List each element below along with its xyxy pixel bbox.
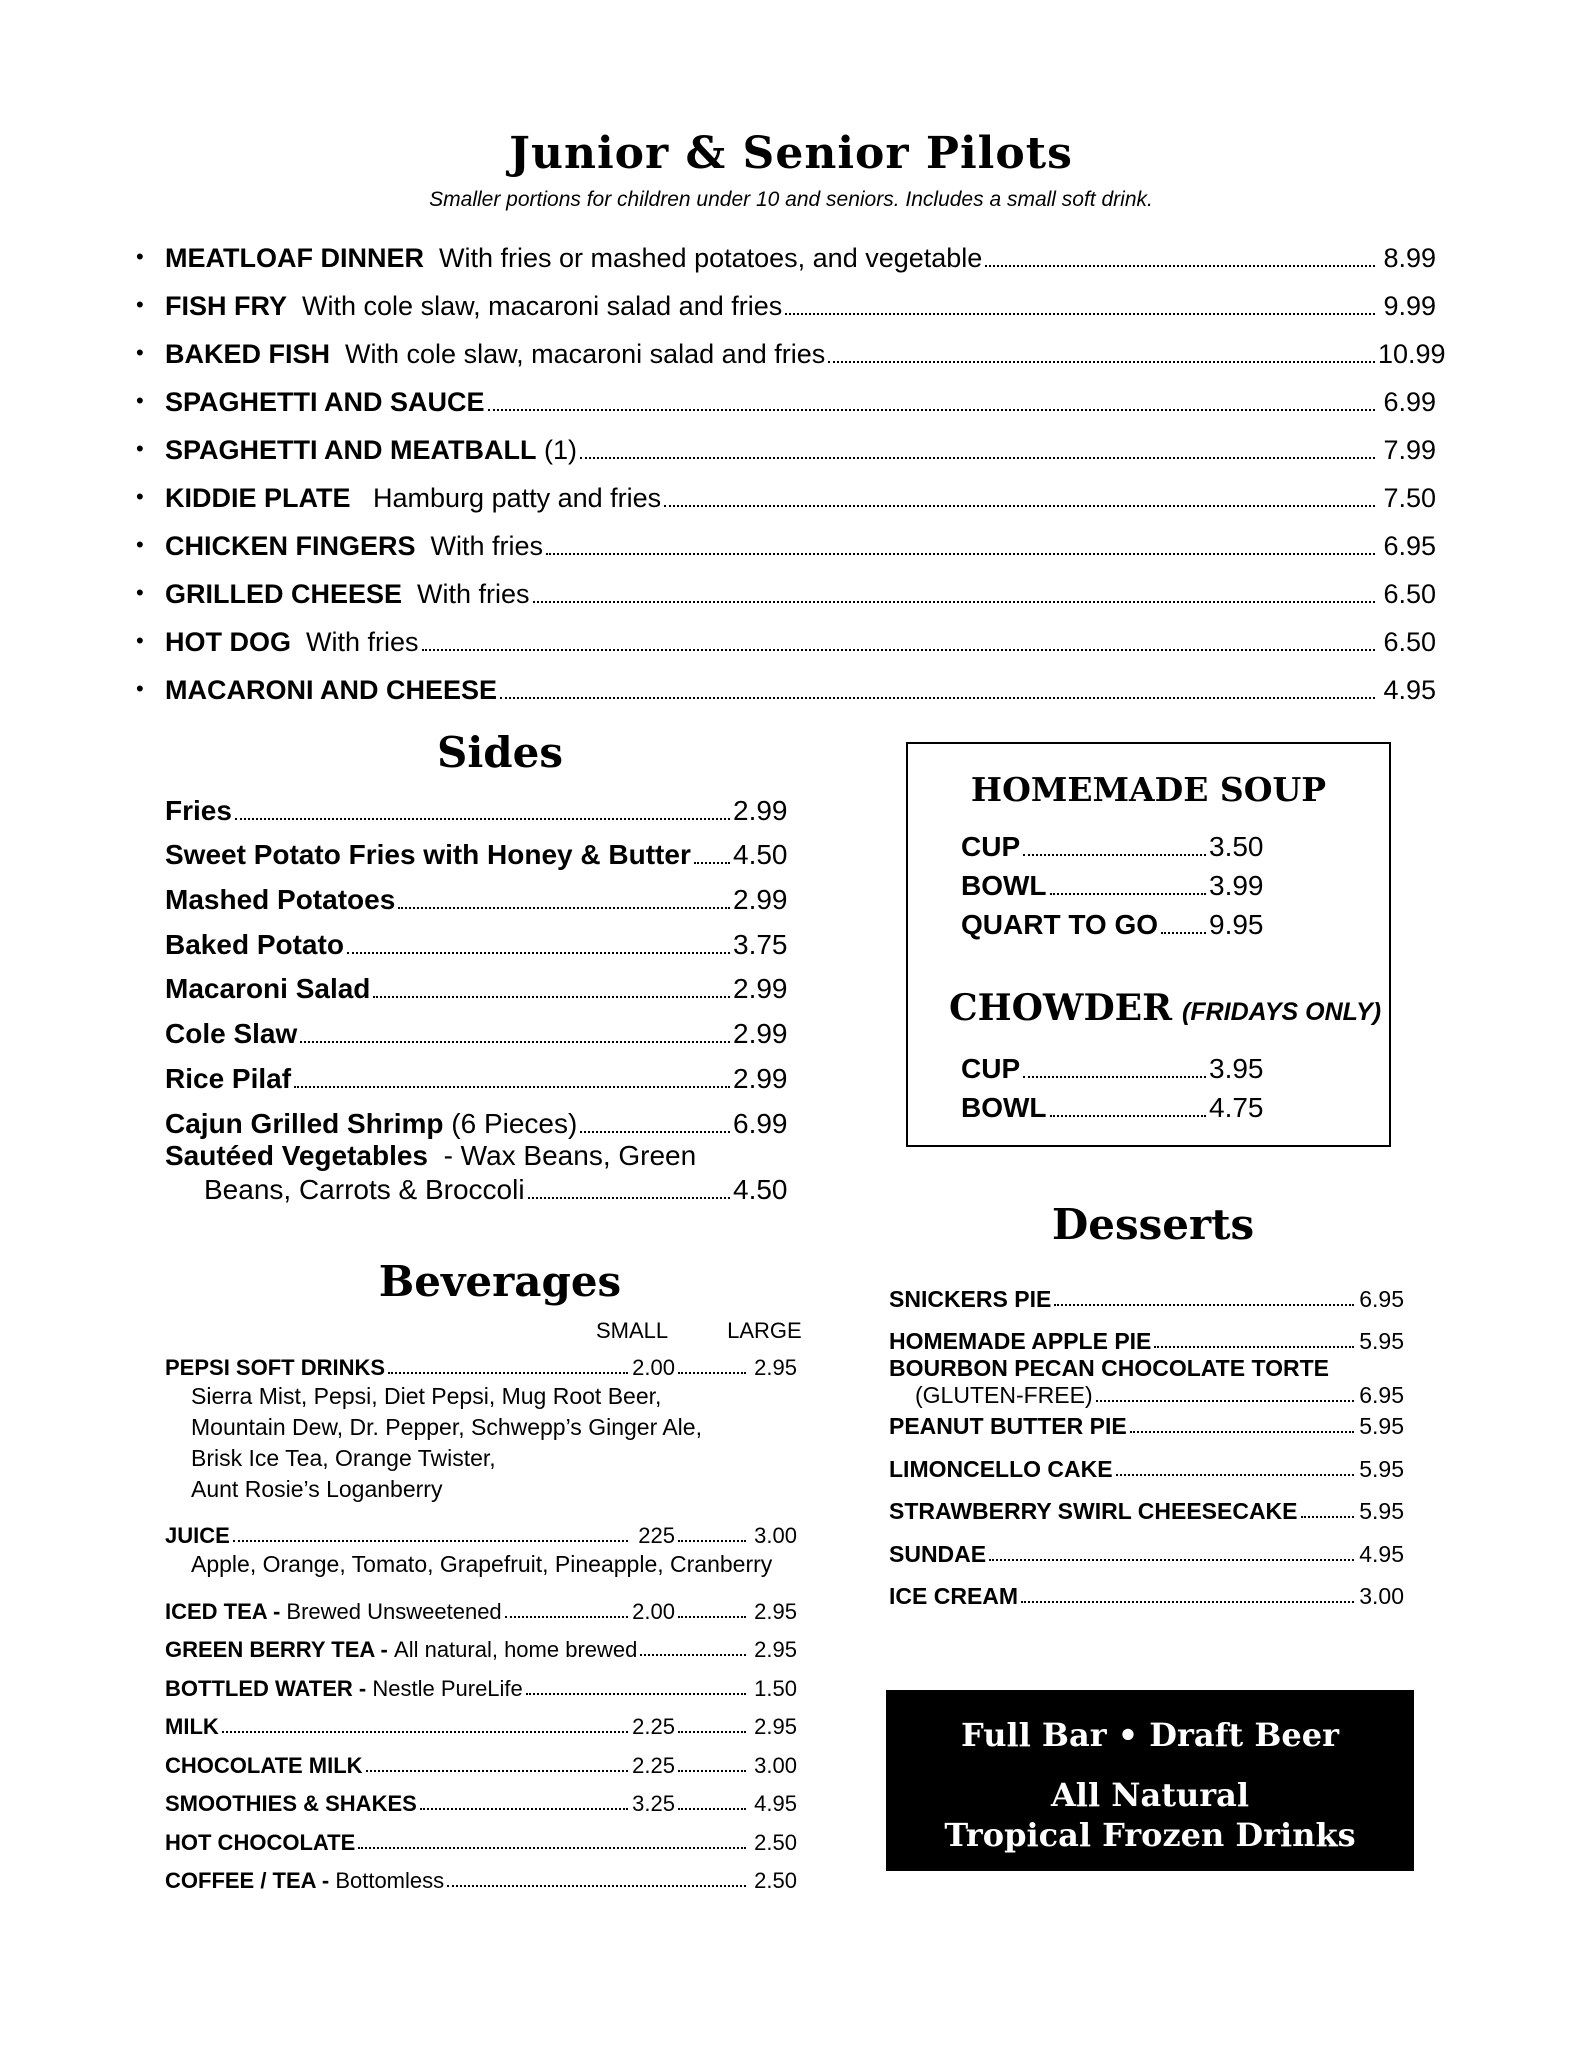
beverage-item: JUICE 225 3.00 bbox=[165, 1523, 797, 1548]
chowder-title: CHOWDER (FRIDAYS ONLY) bbox=[949, 987, 1382, 1029]
bar-line-all-natural: All Natural bbox=[1050, 1776, 1250, 1814]
chowder-item: CUP 3.95 bbox=[961, 1053, 1264, 1084]
menu-item: • SPAGHETTI AND MEATBALL (1) 7.99 bbox=[136, 435, 1436, 465]
beverages-menu-list bbox=[165, 1347, 797, 1894]
col-large-header: LARGE bbox=[727, 1318, 802, 1343]
soup-box bbox=[906, 742, 1391, 1147]
junior-menu-list bbox=[136, 226, 1446, 706]
sides-menu-list bbox=[165, 782, 793, 1218]
soup-item: QUART TO GO 9.95 bbox=[961, 909, 1264, 940]
beverage-size-headers bbox=[596, 1318, 802, 1344]
side-item-vegetables: Sautéed Vegetables - Wax Beans, Green Beans, Carrots & Broccoli 4.50 bbox=[165, 1139, 788, 1205]
junior-section-title: Junior & Senior Pilots bbox=[509, 128, 1073, 179]
side-item: Mashed Potatoes 2.99 bbox=[165, 884, 788, 916]
chowder-item: BOWL 4.75 bbox=[961, 1092, 1264, 1123]
menu-item: • CHICKEN FINGERS With fries 6.95 bbox=[136, 531, 1436, 561]
menu-item: • HOT DOG With fries 6.50 bbox=[136, 627, 1436, 657]
menu-item: • GRILLED CHEESE With fries 6.50 bbox=[136, 579, 1436, 609]
bar-line-full-bar: Full Bar • Draft Beer bbox=[961, 1716, 1339, 1754]
col-small-header: SMALL bbox=[596, 1318, 669, 1343]
pepsi-flavors: Sierra Mist, Pepsi, Diet Pepsi, Mug Root Beer, Mountain Dew, Dr. Pepper, Schwepp’s Ginger Ale, Brisk Ice Tea, Orange Twister, Aunt Rosie’s Loganberry bbox=[191, 1383, 702, 1502]
soup-title: HOMEMADE SOUP bbox=[970, 770, 1327, 809]
chowder-note: (FRIDAYS ONLY) bbox=[1182, 998, 1382, 1026]
side-item: Rice Pilaf 2.99 bbox=[165, 1062, 788, 1094]
soup-item: CUP 3.50 bbox=[961, 831, 1264, 862]
soup-list bbox=[961, 824, 1267, 941]
beverage-item: GREEN BERRY TEA - All natural, home brewed 2.95 bbox=[165, 1637, 797, 1662]
beverage-item: ICED TEA - Brewed Unsweetened 2.00 2.95 bbox=[165, 1598, 797, 1624]
beverage-item: PEPSI SOFT DRINKS 2.00 2.95 bbox=[165, 1355, 797, 1380]
dessert-item: SUNDAE 4.95 bbox=[889, 1540, 1404, 1567]
menu-item: • SPAGHETTI AND SAUCE 6.99 bbox=[136, 387, 1436, 417]
dessert-item: ICE CREAM 3.00 bbox=[889, 1583, 1404, 1609]
side-item: Macaroni Salad 2.99 bbox=[165, 973, 788, 1005]
junior-section-subtitle: Smaller portions for children under 10 and seniors. Includes a small soft drink. bbox=[429, 188, 1153, 211]
dessert-item: STRAWBERRY SWIRL CHEESECAKE 5.95 bbox=[889, 1498, 1404, 1524]
menu-item: • KIDDIE PLATE Hamburg patty and fries 7.50 bbox=[136, 483, 1436, 513]
desserts-section-title: Desserts bbox=[1051, 1200, 1255, 1249]
beverage-item: MILK 2.25 2.95 bbox=[165, 1714, 797, 1739]
chowder-list bbox=[961, 1046, 1267, 1124]
dessert-item: HOMEMADE APPLE PIE 5.95 bbox=[889, 1328, 1404, 1354]
dessert-item-torte: BOURBON PECAN CHOCOLATE TORTE (GLUTEN-FREE) 6.95 bbox=[889, 1355, 1404, 1408]
juice-flavors: Apple, Orange, Tomato, Grapefruit, Pineapple, Cranberry bbox=[191, 1551, 773, 1577]
beverage-item: HOT CHOCOLATE 2.50 bbox=[165, 1829, 797, 1855]
side-item: Sweet Potato Fries with Honey & Butter 4.50 bbox=[165, 839, 788, 871]
beverage-item: BOTTLED WATER - Nestle PureLife 1.50 bbox=[165, 1675, 797, 1701]
bar-line-frozen-drinks: Tropical Frozen Drinks bbox=[944, 1816, 1356, 1854]
beverages-section-title: Beverages bbox=[378, 1257, 622, 1306]
dessert-item: PEANUT BUTTER PIE 5.95 bbox=[889, 1413, 1404, 1439]
side-item: Fries 2.99 bbox=[165, 794, 788, 826]
soup-item: BOWL 3.99 bbox=[961, 870, 1264, 901]
side-item: Baked Potato 3.75 bbox=[165, 928, 788, 960]
beverage-item: SMOOTHIES & SHAKES 3.25 4.95 bbox=[165, 1791, 797, 1816]
bar-promo-box bbox=[886, 1690, 1414, 1871]
menu-item: • BAKED FISH With cole slaw, macaroni salad and fries 10.99 bbox=[136, 339, 1446, 369]
menu-item: • MEATLOAF DINNER With fries or mashed potatoes, and vegetable 8.99 bbox=[136, 243, 1436, 273]
desserts-menu-list bbox=[889, 1270, 1404, 1610]
menu-item: • FISH FRY With cole slaw, macaroni salad and fries 9.99 bbox=[136, 291, 1436, 321]
menu-item: • MACARONI AND CHEESE 4.95 bbox=[136, 675, 1436, 705]
dessert-item: LIMONCELLO CAKE 5.95 bbox=[889, 1455, 1404, 1482]
beverage-item: CHOCOLATE MILK 2.25 3.00 bbox=[165, 1752, 797, 1778]
sides-section-title: Sides bbox=[436, 728, 564, 777]
side-item: Cole Slaw 2.99 bbox=[165, 1018, 788, 1050]
beverage-item: COFFEE / TEA - Bottomless 2.50 bbox=[165, 1868, 797, 1893]
side-item: Cajun Grilled Shrimp (6 Pieces) 6.99 bbox=[165, 1107, 788, 1139]
dessert-item: SNICKERS PIE 6.95 bbox=[889, 1285, 1404, 1312]
